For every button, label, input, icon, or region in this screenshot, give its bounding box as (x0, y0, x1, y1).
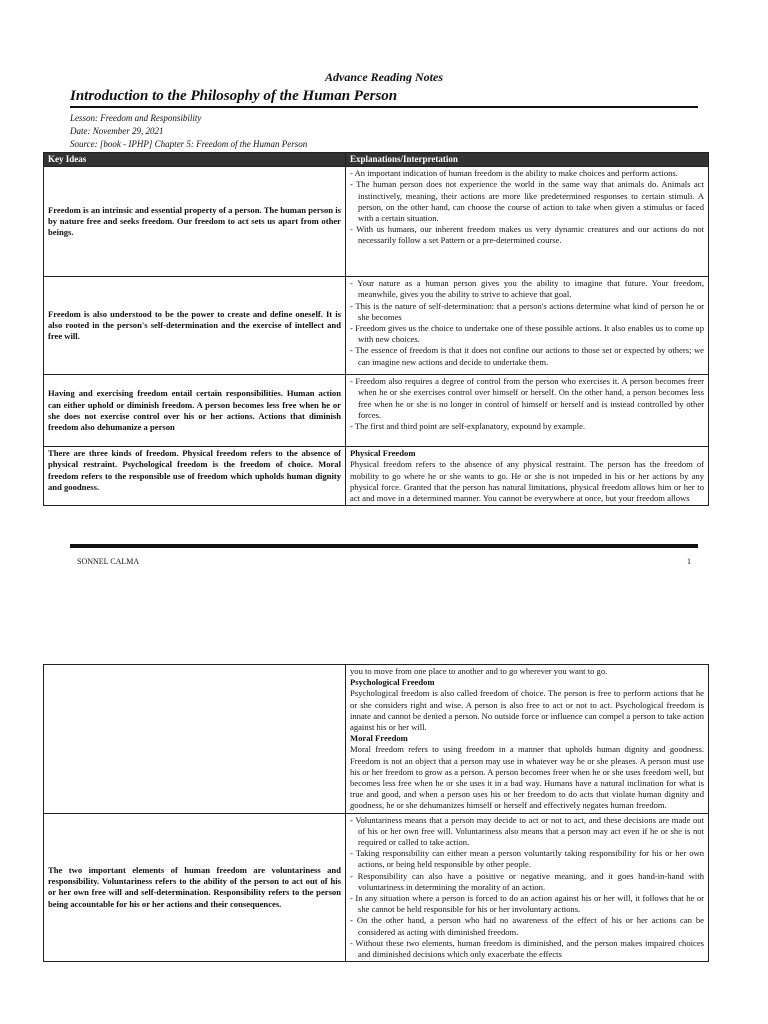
notes-table-continued (43, 664, 709, 962)
list-item: - Without these two elements, human freedom is diminished, and the person makes impaired choices and diminished decisions which only exacerbate the effects (350, 937, 704, 960)
table-row (44, 375, 709, 447)
explanation (346, 813, 709, 962)
paragraph: Moral freedom refers to using freedom in a manner that upholds human dignity and goodness. Freedom is not an object that a person may use in whatever way he or she pleases. A person must use his or her freedom to grow as a person. A person becomes freer when he or she uses freedom well, but becomes less free when he or she uses it in a bad way. Humans have a natural inclination for what is true and good, and when a person uses his or her freedom to do acts that violate human dignity and goodness, he or she dehumanizes himself or herself and effectively negates human freedom. (350, 744, 704, 811)
footer-author: SONNEL CALMA (77, 557, 140, 566)
list-item: - The first and third point are self-explanatory, expound by example. (350, 421, 586, 432)
page-number: 1 (687, 557, 691, 566)
date-line: Date: November 29, 2021 (70, 126, 164, 136)
explanation (346, 167, 709, 277)
section-heading: Psychological Freedom (350, 677, 435, 688)
list-item: - Your nature as a human person gives you the ability to imagine that future. Your freedom, meanwhile, gives you the ability to strive to achieve that goal. (350, 278, 704, 300)
key-idea-empty (44, 665, 346, 814)
table-row (44, 813, 709, 962)
list-item: - Freedom gives us the choice to undertake one of these possible actions. It also enables us to come up with new choices. (350, 323, 704, 345)
list-item: - Freedom also requires a degree of control from the person who exercises it. A person becomes freer when he or she exercises control over himself or herself. On the other hand, a person becomes less free when he or she is no longer in control of himself or herself and is instead controlled by other forces. (350, 376, 704, 420)
list-item: - Taking responsibility can either mean a person voluntarily taking responsibility for his or her own actions, or being held responsible by other people. (350, 848, 704, 870)
header-key-ideas: Key Ideas (44, 153, 346, 167)
key-idea: Having and exercising freedom entail certain responsibilities. Human action can either uphold or diminish freedom. A person becomes less free when he or she does not exercise control over his or her actions. Actions that diminish freedom also dehumanize a person (44, 375, 346, 447)
explanation (346, 665, 709, 814)
title-rule (70, 106, 698, 108)
paragraph: you to move from one place to another and to go wherever you want to go. (350, 666, 608, 676)
course-title: Introduction to the Philosophy of the Human Person (70, 88, 398, 104)
table-row (44, 167, 709, 277)
section-heading: Moral Freedom (350, 733, 408, 744)
table-row (44, 277, 709, 375)
source-line: Source: [book - IPHP] Chapter 5: Freedom of the Human Person (70, 139, 308, 149)
list-item: - The human person does not experience the world in the same way that animals do. Animals act instinctively, meaning, their actions are more like predetermined responses to certain stimuli. A person, on the other hand, can choose the course of action to take when given a stimulus or faced with a certain situation. (350, 179, 704, 224)
explanation (346, 375, 709, 447)
key-idea: The two important elements of human freedom are voluntariness and responsibility. Voluntariness refers to the ability of the person to act out of his or her own free will and self-determination. Responsibility refers to the person being accountable for his or her actions and their consequences. (44, 813, 346, 962)
key-idea: There are three kinds of freedom. Physical freedom refers to the absence of physical restraint. Psychological freedom is the freedom of choice. Moral freedom refers to the responsible use of freedom which upholds human dignity and goodness. (44, 447, 346, 506)
notes-table (43, 152, 709, 506)
explanation (346, 447, 709, 506)
list-item: - On the other hand, a person who had no awareness of the effect of his or her actions can be considered as acting with diminished freedom. (350, 915, 704, 937)
paragraph: Physical freedom refers to the absence of any physical restraint. The person has the freedom of mobility to go where he or she wants to go. He or she is not impeded in his or her actions by any physical force. Granted that the person has natural limitations, physical freedom allows him or her to act and move in a determined manner. You cannot be everywhere at once, but your freedom allows (350, 459, 704, 504)
list-item: - The essence of freedom is that it does not confine our actions to those set or expected by others; we can imagine new actions and decide to undertake them. (350, 345, 704, 367)
list-item: - This is the nature of self-determination: that a person's actions determine what kind of person he or she becomes (350, 300, 704, 322)
key-idea: Freedom is an intrinsic and essential property of a person. The human person is by nature free and seeks freedom. Our freedom to act sets us apart from other beings. (44, 167, 346, 277)
explanation (346, 277, 709, 375)
table-row (44, 447, 709, 506)
header-explanations: Explanations/Interpretation (346, 153, 709, 167)
section-heading: Physical Freedom (350, 448, 416, 459)
table-row (44, 665, 709, 814)
paragraph: Psychological freedom is also called freedom of choice. The person is free to perform actions that he or she considers right and wise. A person is also free to act or not to act. Psychological freedom is innate and cannot be denied a person. No outside force or influence can compel a person to take action against his or her will. (350, 688, 704, 733)
list-item: - With us humans, our inherent freedom makes us very dynamic creatures and our actions do not necessarily follow a set Pattern or a pre-determined course. (350, 224, 704, 246)
list-item: - Responsibility can also have a positive or negative meaning, and it goes hand-in-hand with voluntariness in determining the morality of an action. (350, 870, 704, 892)
list-item: - An important indication of human freedom is the ability to make choices and perform actions. (350, 168, 678, 179)
document-title: Advance Reading Notes (325, 70, 443, 84)
list-item: - Voluntariness means that a person may decide to act or not to act, and these decisions are made out of his or her own free will. Voluntariness also means that a person may act even if he or she is not required or called to take action. (350, 814, 704, 848)
footer-rule (70, 544, 698, 548)
lesson-line: Lesson: Freedom and Responsibility (70, 113, 202, 123)
key-idea: Freedom is also understood to be the power to create and define oneself. It is also rooted in the person's self-determination and the exercise of intellect and free will. (44, 277, 346, 375)
list-item: - In any situation where a person is forced to do an action against his or her will, it follows that he or she cannot be held responsible for his or her involuntary actions. (350, 893, 704, 915)
